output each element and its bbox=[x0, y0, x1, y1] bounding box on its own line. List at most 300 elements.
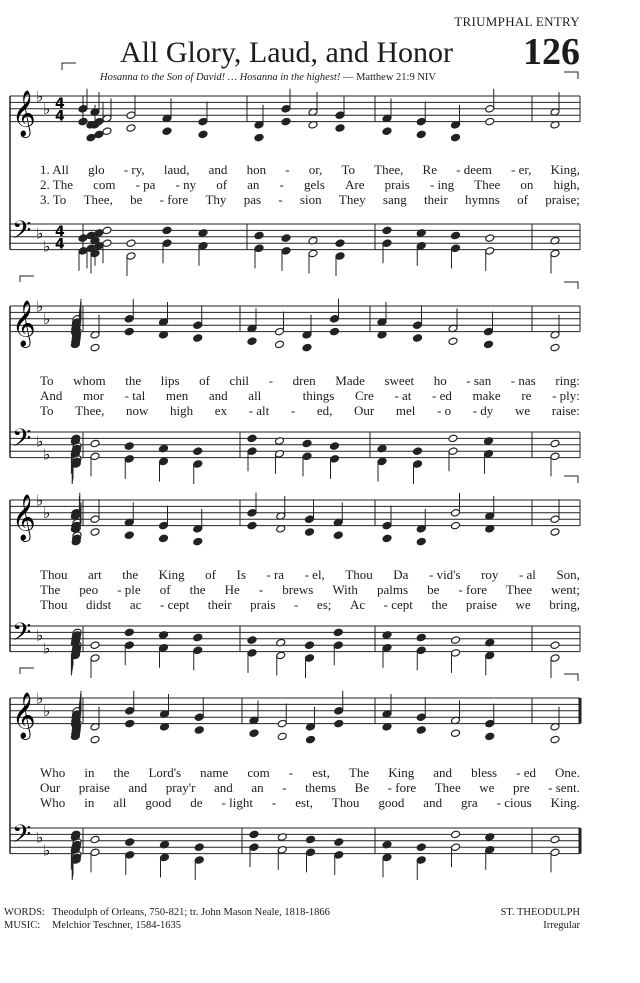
note-head bbox=[451, 133, 461, 142]
note-head bbox=[382, 521, 392, 530]
lyric-syllable: com bbox=[247, 765, 270, 780]
note-head bbox=[451, 843, 461, 852]
note-head bbox=[550, 452, 560, 461]
lyric-syllable: their bbox=[207, 597, 232, 612]
note-head bbox=[125, 719, 135, 728]
lyric-syllable: - ry, bbox=[123, 162, 145, 177]
lyric-syllable: Cre bbox=[355, 388, 374, 403]
note-head bbox=[193, 633, 203, 642]
note-head bbox=[162, 127, 172, 136]
flat-icon: ♭ bbox=[36, 297, 44, 316]
note-head bbox=[416, 713, 426, 722]
flat-icon: ♭ bbox=[43, 841, 51, 860]
note-head bbox=[193, 321, 203, 330]
flat-icon: ♭ bbox=[36, 224, 44, 243]
note-head bbox=[86, 133, 96, 142]
note-head bbox=[308, 249, 318, 258]
note-head bbox=[159, 457, 169, 466]
note-head bbox=[416, 843, 426, 852]
lyric-syllable: glo bbox=[88, 162, 105, 177]
note-head bbox=[305, 641, 315, 650]
note-head bbox=[306, 848, 316, 857]
lyric-syllable: One. bbox=[555, 765, 580, 780]
note-head bbox=[194, 843, 204, 852]
note-head bbox=[247, 434, 257, 443]
note-head bbox=[335, 124, 345, 133]
note-head bbox=[484, 340, 494, 349]
lyric-syllable: And bbox=[40, 388, 63, 403]
note-head bbox=[448, 434, 458, 443]
lyric-syllable: hymns bbox=[465, 192, 500, 207]
note-head bbox=[281, 117, 291, 126]
lyric-syllable: Lord's bbox=[148, 765, 182, 780]
note-head bbox=[382, 127, 392, 136]
note-head bbox=[382, 853, 392, 862]
note-head bbox=[451, 729, 461, 738]
lyric-syllable: He bbox=[224, 582, 240, 597]
lyric-syllable: - pa bbox=[135, 177, 156, 192]
note-head bbox=[550, 439, 560, 448]
lyric-syllable: - alt bbox=[248, 403, 270, 418]
note-head bbox=[281, 105, 291, 114]
note-head bbox=[90, 848, 100, 857]
note-head bbox=[416, 856, 426, 865]
lyric-line bbox=[40, 567, 580, 582]
note-head bbox=[335, 252, 345, 261]
note-head bbox=[90, 452, 100, 461]
lyric-syllable: we bbox=[514, 403, 531, 418]
phrase-bracket bbox=[62, 63, 76, 70]
note-head bbox=[247, 649, 257, 658]
lyric-syllable: prais bbox=[384, 177, 410, 192]
lyric-syllable: and bbox=[208, 388, 228, 403]
note-head bbox=[330, 442, 340, 451]
lyric-syllable: of bbox=[517, 192, 528, 207]
note-head bbox=[416, 646, 426, 655]
epigraph-reference: — Matthew 21:9 NIV bbox=[342, 72, 436, 83]
note-head bbox=[90, 515, 100, 524]
note-head bbox=[281, 234, 291, 243]
note-head bbox=[485, 234, 495, 243]
note-head bbox=[330, 315, 340, 324]
bass-clef-icon: 𝄢 bbox=[12, 820, 32, 856]
lyric-syllable: Thee, bbox=[75, 403, 105, 418]
note-head bbox=[277, 732, 287, 741]
lyric-syllable: - tal bbox=[124, 388, 146, 403]
lyric-syllable: things bbox=[302, 388, 335, 403]
lyric-syllable: Who bbox=[40, 795, 66, 810]
music-credit: Melchior Teschner, 1584-1635 bbox=[52, 920, 181, 931]
note-head bbox=[451, 649, 461, 658]
lyric-syllable: com bbox=[93, 177, 116, 192]
note-head bbox=[382, 534, 392, 543]
lyric-syllable: - o bbox=[437, 403, 452, 418]
lyric-syllable: Are bbox=[345, 177, 365, 192]
note-head bbox=[550, 848, 560, 857]
note-head bbox=[193, 460, 203, 469]
note-head bbox=[335, 239, 345, 248]
lyric-syllable: - bbox=[288, 765, 294, 780]
note-head bbox=[124, 531, 134, 540]
lyric-syllable: chil bbox=[229, 373, 250, 388]
lyric-syllable: King, bbox=[550, 162, 580, 177]
lyric-syllable: ex bbox=[214, 403, 228, 418]
lyric-syllable: an bbox=[247, 177, 260, 192]
lyric-syllable: Re bbox=[422, 162, 437, 177]
note-head bbox=[485, 105, 495, 114]
lyric-syllable: went; bbox=[551, 582, 580, 597]
lyric-syllable: pas bbox=[243, 192, 262, 207]
phrase-bracket bbox=[564, 476, 578, 483]
lyric-syllable: praise bbox=[78, 780, 110, 795]
lyric-line bbox=[40, 795, 580, 810]
lyric-line bbox=[40, 388, 580, 403]
note-head bbox=[377, 457, 387, 466]
lyric-syllable: bless bbox=[471, 765, 498, 780]
note-head bbox=[124, 641, 134, 650]
note-head bbox=[302, 343, 312, 352]
note-head bbox=[78, 105, 88, 114]
note-head bbox=[124, 455, 134, 464]
lyric-syllable: ed, bbox=[316, 403, 333, 418]
flat-icon: ♭ bbox=[43, 503, 51, 522]
note-head bbox=[277, 719, 287, 728]
meter: Irregular bbox=[543, 920, 580, 931]
lyric-syllable: ring: bbox=[555, 373, 580, 388]
lyric-syllable: est, bbox=[312, 765, 330, 780]
lyric-syllable: - cept bbox=[383, 597, 413, 612]
lyric-line bbox=[40, 177, 580, 192]
lyric-syllable: we bbox=[479, 780, 495, 795]
lyric-syllable: - vid's bbox=[428, 567, 461, 582]
note-head bbox=[550, 515, 560, 524]
note-head bbox=[90, 654, 100, 663]
lyric-syllable: - ed bbox=[432, 388, 452, 403]
lyric-syllable: palms bbox=[376, 582, 409, 597]
time-signature-bottom: 4 bbox=[55, 108, 65, 125]
tune-info bbox=[500, 906, 580, 932]
note-head bbox=[254, 133, 264, 142]
lyric-line bbox=[40, 373, 580, 388]
note-head bbox=[247, 447, 257, 456]
note-head bbox=[126, 124, 136, 133]
note-head bbox=[333, 628, 343, 637]
flat-icon: ♭ bbox=[36, 491, 44, 510]
lyric-syllable: Ac bbox=[349, 597, 366, 612]
phrase-bracket bbox=[20, 668, 34, 674]
lyric-syllable: To bbox=[40, 373, 54, 388]
lyric-line bbox=[40, 765, 580, 780]
lyric-syllable: Thou bbox=[40, 597, 68, 612]
phrase-bracket bbox=[564, 282, 578, 289]
note-head bbox=[451, 231, 461, 240]
lyric-line bbox=[40, 403, 580, 418]
lyric-syllable: good bbox=[378, 795, 405, 810]
note-head bbox=[275, 327, 285, 336]
lyric-syllable: King. bbox=[550, 795, 580, 810]
note-head bbox=[413, 447, 423, 456]
treble-clef-icon: 𝄞 bbox=[12, 692, 36, 739]
lyric-syllable: and bbox=[433, 765, 453, 780]
words-label: WORDS: bbox=[4, 907, 45, 918]
time-signature-top: 4 bbox=[55, 223, 65, 240]
note-head bbox=[276, 651, 286, 660]
note-head bbox=[305, 515, 315, 524]
music-label: MUSIC: bbox=[4, 920, 41, 931]
phrase-bracket bbox=[564, 72, 578, 79]
lyric-syllable: whom bbox=[73, 373, 106, 388]
note-head bbox=[451, 830, 461, 839]
lyric-syllable: sweet bbox=[384, 373, 415, 388]
lyric-syllable: be bbox=[130, 192, 143, 207]
lyric-syllable: Thou bbox=[345, 567, 373, 582]
hymn-category: TRIUMPHAL ENTRY bbox=[454, 14, 580, 29]
time-signature-top: 4 bbox=[55, 95, 65, 112]
note-head bbox=[484, 327, 494, 336]
lyric-syllable: To bbox=[341, 162, 355, 177]
lyric-syllable: on bbox=[520, 177, 534, 192]
note-head bbox=[382, 226, 392, 235]
lyric-syllable: make bbox=[472, 388, 501, 403]
note-head bbox=[416, 633, 426, 642]
lyric-syllable: - cious bbox=[496, 795, 532, 810]
lyric-syllable: - san bbox=[466, 373, 492, 388]
time-signature-bottom: 4 bbox=[55, 236, 65, 253]
lyric-syllable: raise: bbox=[551, 403, 580, 418]
note-head bbox=[550, 654, 560, 663]
note-head bbox=[78, 247, 88, 256]
note-head bbox=[281, 247, 291, 256]
lyric-syllable: Thee bbox=[434, 780, 461, 795]
note-head bbox=[550, 835, 560, 844]
note-head bbox=[125, 838, 135, 847]
note-head bbox=[550, 641, 560, 650]
note-head bbox=[247, 509, 257, 518]
bass-clef-icon: 𝄢 bbox=[12, 618, 32, 654]
lyric-syllable: and bbox=[423, 795, 443, 810]
note-head bbox=[193, 537, 203, 546]
note-head bbox=[247, 521, 257, 530]
lyric-syllable: peo bbox=[79, 582, 99, 597]
lyric-syllable: Who bbox=[40, 765, 66, 780]
flat-icon: ♭ bbox=[43, 237, 51, 256]
lyric-syllable: - ra bbox=[266, 567, 285, 582]
lyric-syllable: all bbox=[113, 795, 127, 810]
note-head bbox=[194, 856, 204, 865]
phrase-bracket bbox=[564, 674, 578, 681]
lyric-syllable: King bbox=[158, 567, 185, 582]
note-head bbox=[550, 249, 560, 258]
note-head bbox=[126, 239, 136, 248]
note-head bbox=[416, 726, 426, 735]
lyric-syllable: men bbox=[165, 388, 189, 403]
lyric-syllable: didst bbox=[86, 597, 112, 612]
lyric-syllable: es; bbox=[316, 597, 332, 612]
note-head bbox=[302, 452, 312, 461]
lyric-syllable: - bbox=[285, 162, 290, 177]
lyric-syllable: brews bbox=[282, 582, 314, 597]
lyric-syllable: or, bbox=[308, 162, 323, 177]
lyric-syllable: good bbox=[145, 795, 172, 810]
lyric-syllable: With bbox=[332, 582, 358, 597]
lyric-syllable: of bbox=[216, 177, 228, 192]
lyric-syllable: - bbox=[294, 597, 299, 612]
lyric-syllable: - ny bbox=[175, 177, 197, 192]
lyric-syllable: sang bbox=[382, 192, 407, 207]
note-head bbox=[102, 239, 112, 248]
note-head bbox=[193, 447, 203, 456]
flat-icon: ♭ bbox=[36, 689, 44, 708]
flat-icon: ♭ bbox=[36, 828, 44, 847]
lyric-syllable: now bbox=[126, 403, 149, 418]
flat-icon: ♭ bbox=[43, 445, 51, 464]
note-head bbox=[160, 853, 170, 862]
lyric-syllable: praise bbox=[465, 597, 497, 612]
note-head bbox=[448, 337, 458, 346]
lyric-syllable: the bbox=[113, 765, 130, 780]
lyric-syllable: Son, bbox=[556, 567, 580, 582]
lyric-syllable: Our bbox=[354, 403, 375, 418]
lyric-syllable: - fore bbox=[458, 582, 487, 597]
lyric-syllable: To bbox=[40, 403, 54, 418]
lyric-syllable: be bbox=[427, 582, 440, 597]
note-head bbox=[90, 343, 100, 352]
lyric-syllable: est, bbox=[295, 795, 313, 810]
note-head bbox=[126, 111, 136, 120]
lyric-syllable: - fore bbox=[159, 192, 189, 207]
treble-clef-icon: 𝄞 bbox=[12, 90, 36, 137]
lyric-syllable: - at bbox=[394, 388, 412, 403]
note-head bbox=[102, 226, 112, 235]
lyric-syllable: sion bbox=[299, 192, 322, 207]
hymn-title: All Glory, Laud, and Honor bbox=[120, 36, 453, 69]
lyric-syllable: in bbox=[84, 795, 95, 810]
lyric-syllable: of bbox=[159, 582, 171, 597]
lyric-syllable: gels bbox=[303, 177, 325, 192]
lyric-syllable: King bbox=[388, 765, 415, 780]
lyric-syllable: gra bbox=[461, 795, 478, 810]
note-head bbox=[550, 343, 560, 352]
note-head bbox=[451, 636, 461, 645]
lyric-syllable: 2. The bbox=[40, 177, 73, 192]
lyric-syllable: - bbox=[290, 403, 296, 418]
bass-clef-icon: 𝄢 bbox=[12, 216, 32, 252]
lyric-syllable: lips bbox=[160, 373, 180, 388]
lyric-syllable: Thy bbox=[205, 192, 227, 207]
lyric-syllable: their bbox=[424, 192, 448, 207]
note-head bbox=[90, 735, 100, 744]
lyric-syllable: - bbox=[278, 192, 283, 207]
note-head bbox=[416, 130, 426, 139]
note-head bbox=[194, 726, 204, 735]
note-head bbox=[416, 117, 426, 126]
lyric-syllable: - er, bbox=[511, 162, 532, 177]
lyric-syllable: - al bbox=[518, 567, 536, 582]
flat-icon: ♭ bbox=[43, 639, 51, 658]
note-head bbox=[451, 521, 461, 530]
note-head bbox=[90, 641, 100, 650]
lyric-syllable: mel bbox=[395, 403, 416, 418]
note-head bbox=[334, 719, 344, 728]
note-head bbox=[413, 334, 423, 343]
lyric-syllable: - ple bbox=[117, 582, 141, 597]
lyric-syllable: hon bbox=[246, 162, 267, 177]
note-head bbox=[247, 337, 257, 346]
hymn-number: 126 bbox=[523, 31, 580, 73]
note-head bbox=[124, 327, 134, 336]
note-head bbox=[198, 130, 208, 139]
lyric-line bbox=[40, 780, 580, 795]
lyric-syllable: Da bbox=[393, 567, 409, 582]
note-head bbox=[485, 719, 495, 728]
note-head bbox=[159, 521, 169, 530]
note-head bbox=[335, 111, 345, 120]
lyric-syllable: - fore bbox=[387, 780, 417, 795]
lyric-syllable: in bbox=[84, 765, 95, 780]
lyric-line bbox=[40, 597, 580, 612]
epigraph-quote: Hosanna to the Son of David! … Hosanna in the highest! bbox=[100, 72, 341, 83]
note-head bbox=[306, 835, 316, 844]
note-head bbox=[333, 641, 343, 650]
lyric-syllable: Thee bbox=[474, 177, 501, 192]
note-head bbox=[485, 732, 495, 741]
lyric-syllable: - cept bbox=[159, 597, 190, 612]
note-head bbox=[485, 247, 495, 256]
flat-icon: ♭ bbox=[43, 309, 51, 328]
lyric-syllable: of bbox=[199, 373, 210, 388]
note-head bbox=[334, 707, 344, 716]
note-head bbox=[193, 334, 203, 343]
lyric-syllable: - deem bbox=[456, 162, 492, 177]
lyric-syllable: 1. All bbox=[40, 162, 69, 177]
lyric-syllable: 3. To bbox=[40, 192, 67, 207]
note-head bbox=[125, 851, 135, 860]
note-head bbox=[330, 327, 340, 336]
note-head bbox=[485, 117, 495, 126]
lyric-syllable: - bbox=[268, 373, 273, 388]
bass-clef-icon: 𝄢 bbox=[12, 424, 32, 460]
lyric-syllable: - ply: bbox=[552, 388, 580, 403]
lyrics-system-1 bbox=[40, 162, 580, 207]
note-head bbox=[249, 830, 259, 839]
lyric-syllable: Made bbox=[335, 373, 365, 388]
lyric-syllable: Thee bbox=[506, 582, 533, 597]
note-head bbox=[485, 651, 495, 660]
lyric-syllable: Thee, bbox=[83, 192, 113, 207]
lyric-syllable: Thou bbox=[331, 795, 360, 810]
lyric-syllable: name bbox=[200, 765, 229, 780]
flat-icon: ♭ bbox=[43, 701, 51, 720]
lyric-syllable: pre bbox=[512, 780, 530, 795]
lyric-syllable: praise; bbox=[545, 192, 580, 207]
note-head bbox=[162, 226, 172, 235]
flat-icon: ♭ bbox=[36, 87, 44, 106]
note-head bbox=[126, 252, 136, 261]
lyric-syllable: an bbox=[251, 780, 264, 795]
lyric-syllable: the bbox=[189, 582, 206, 597]
lyric-syllable: Thou bbox=[40, 567, 68, 582]
lyric-syllable: prais bbox=[250, 597, 276, 612]
lyric-syllable: re bbox=[521, 388, 532, 403]
note-head bbox=[90, 528, 100, 537]
lyric-syllable: Thee, bbox=[374, 162, 404, 177]
lyric-syllable: - ed bbox=[516, 765, 536, 780]
lyric-syllable: all bbox=[248, 388, 262, 403]
treble-clef-icon: 𝄞 bbox=[12, 494, 36, 541]
note-head bbox=[413, 321, 423, 330]
note-head bbox=[254, 244, 264, 253]
lyric-syllable: dren bbox=[292, 373, 316, 388]
